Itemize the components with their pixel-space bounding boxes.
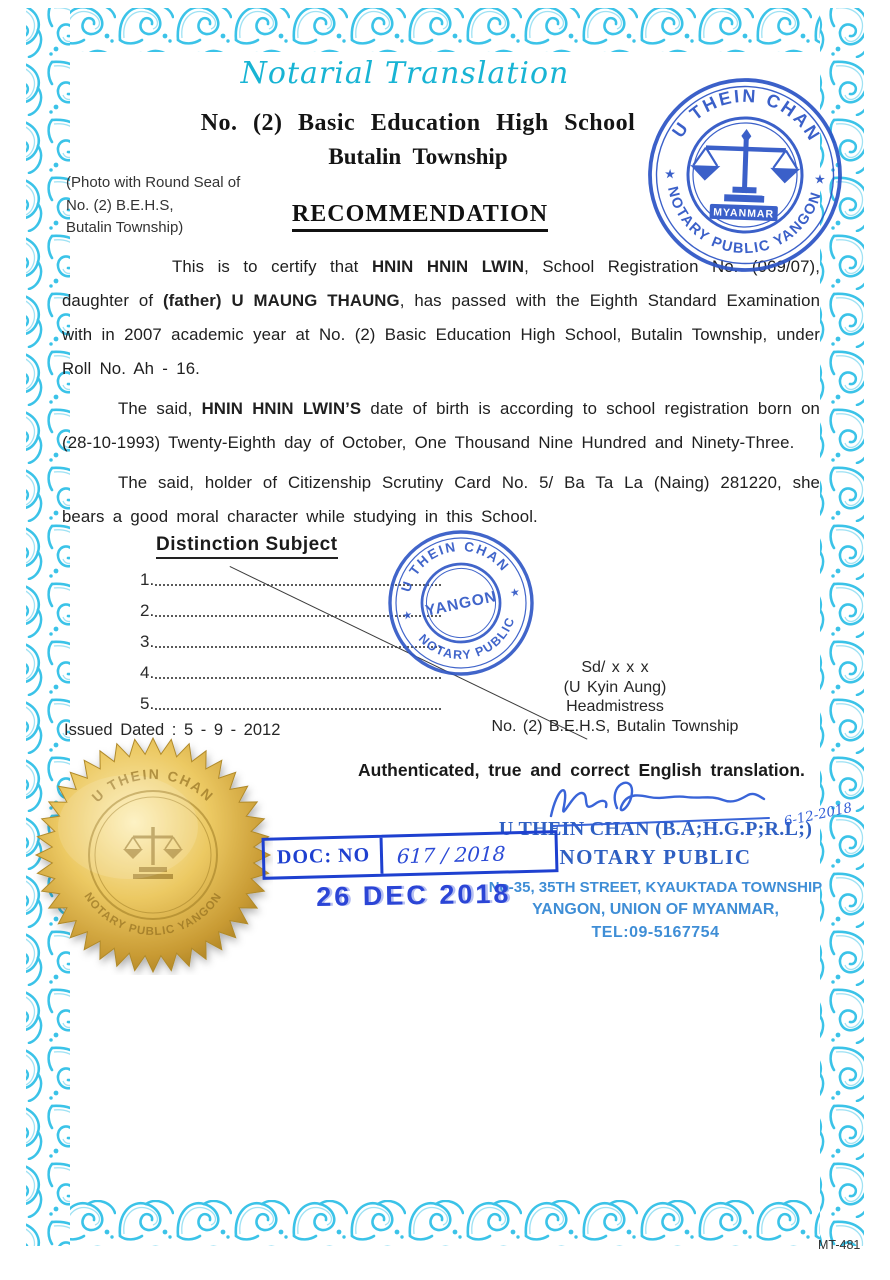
- star-icon: ★: [509, 586, 522, 600]
- row-number: 3.: [140, 632, 155, 651]
- row-number: 1.: [140, 570, 155, 589]
- notary-signature-scribble: [545, 772, 875, 842]
- distinction-heading: Distinction Subject: [156, 534, 338, 559]
- distinction-row-5: [140, 683, 445, 714]
- paragraph-1: This is to certify that HNIN HNIN LWIN, School Registration No. (069/07), daughter of (father) U MAUNG THAUNG, has passed with the Eighth Standard Examination with in 2007 academic year at No. (2) Basic Education High School, Butalin Township, under Roll No. Ah - 16.: [62, 257, 821, 378]
- scales-of-justice-icon: [689, 127, 801, 204]
- notary-round-stamp-middle: [386, 528, 536, 678]
- stamp-banner-text: MYANMAR: [713, 206, 775, 221]
- stamp-center-text: YANGON: [423, 588, 499, 620]
- gold-embossed-seal: [33, 735, 273, 975]
- photo-note-line2: No. (2) B.E.H.S,: [66, 196, 174, 214]
- seal-arc-top-text: U THEIN CHAN: [88, 765, 218, 806]
- school-name-line2: Butalin Township: [328, 144, 508, 169]
- row-number: 2.: [140, 601, 155, 620]
- issued-date-line: Issued Dated : 5 - 9 - 2012: [64, 721, 281, 739]
- received-date-stamp: 26 DEC 2018: [316, 878, 512, 912]
- paragraph-2: The said, HNIN HNIN LWIN’S date of birth is according to school registration born on (28-10-1993) Twenty-Eighth day of October, One Thousand Nine Hundred and Ninety-Three.: [62, 399, 820, 452]
- stamp-arc-top-text: U THEIN CHAN: [668, 85, 825, 146]
- star-icon: ★: [813, 171, 826, 187]
- signer-title: Headmistress: [566, 698, 664, 715]
- doc-number-label: DOC: NO: [265, 838, 384, 877]
- recommendation-title-text: RECOMMENDATION: [292, 201, 548, 232]
- signer-name: (U Kyin Aung): [563, 678, 667, 696]
- notary-title: NOTARY PUBLIC: [559, 845, 752, 869]
- notary-phone: TEL:09-5167754: [591, 924, 720, 941]
- seal-arc-bottom-text: NOTARY PUBLIC YANGON: [81, 890, 225, 939]
- row-number: 5.: [140, 694, 155, 713]
- photo-note-line1: (Photo with Round Seal of: [66, 174, 241, 191]
- doc-number-handwritten: 617 / 2018: [396, 841, 507, 869]
- row-number: 4.: [140, 663, 155, 682]
- sd-line: Sd/ x x x: [581, 659, 649, 676]
- stamp-arc-bottom-text: NOTARY PUBLIC: [415, 614, 518, 663]
- stamp-arc-top-text: U THEIN CHAN: [398, 538, 513, 594]
- star-icon: ★: [401, 609, 414, 623]
- star-icon: ★: [663, 166, 677, 182]
- notary-address-line1: No-35, 35TH STREET, KYAUKTADA TOWNSHIP: [488, 879, 823, 896]
- notary-round-stamp-top: [645, 75, 845, 275]
- signer-school: No. (2) B.E.H.S, Butalin Township: [491, 717, 739, 735]
- paragraph-3: The said, holder of Citizenship Scrutiny Card No. 5/ Ba Ta La (Naing) 281220, she bears a good moral character while studying in this School.: [62, 473, 820, 526]
- notarial-translation-title: Notarial Translation: [240, 56, 570, 91]
- authentication-statement: Authenticated, true and correct English translation.: [358, 760, 805, 780]
- form-reference-code: MT-481: [818, 1238, 861, 1252]
- handwritten-date: 6-12-2018: [782, 799, 854, 830]
- school-name-line1: No. (2) Basic Education High School: [200, 110, 636, 136]
- dotted-leader: [155, 708, 441, 710]
- stamp-arc-bottom-text: NOTARY PUBLIC YANGON: [663, 184, 825, 258]
- notary-name: U THEIN CHAN (B.A;H.G.P;R.L;): [498, 818, 813, 840]
- certificate-body: [62, 250, 820, 540]
- notary-address-line2: YANGON, UNION OF MYANMAR,: [532, 901, 779, 918]
- photo-note-line3: Butalin Township): [66, 219, 184, 236]
- doc-number-stamp: [262, 830, 559, 880]
